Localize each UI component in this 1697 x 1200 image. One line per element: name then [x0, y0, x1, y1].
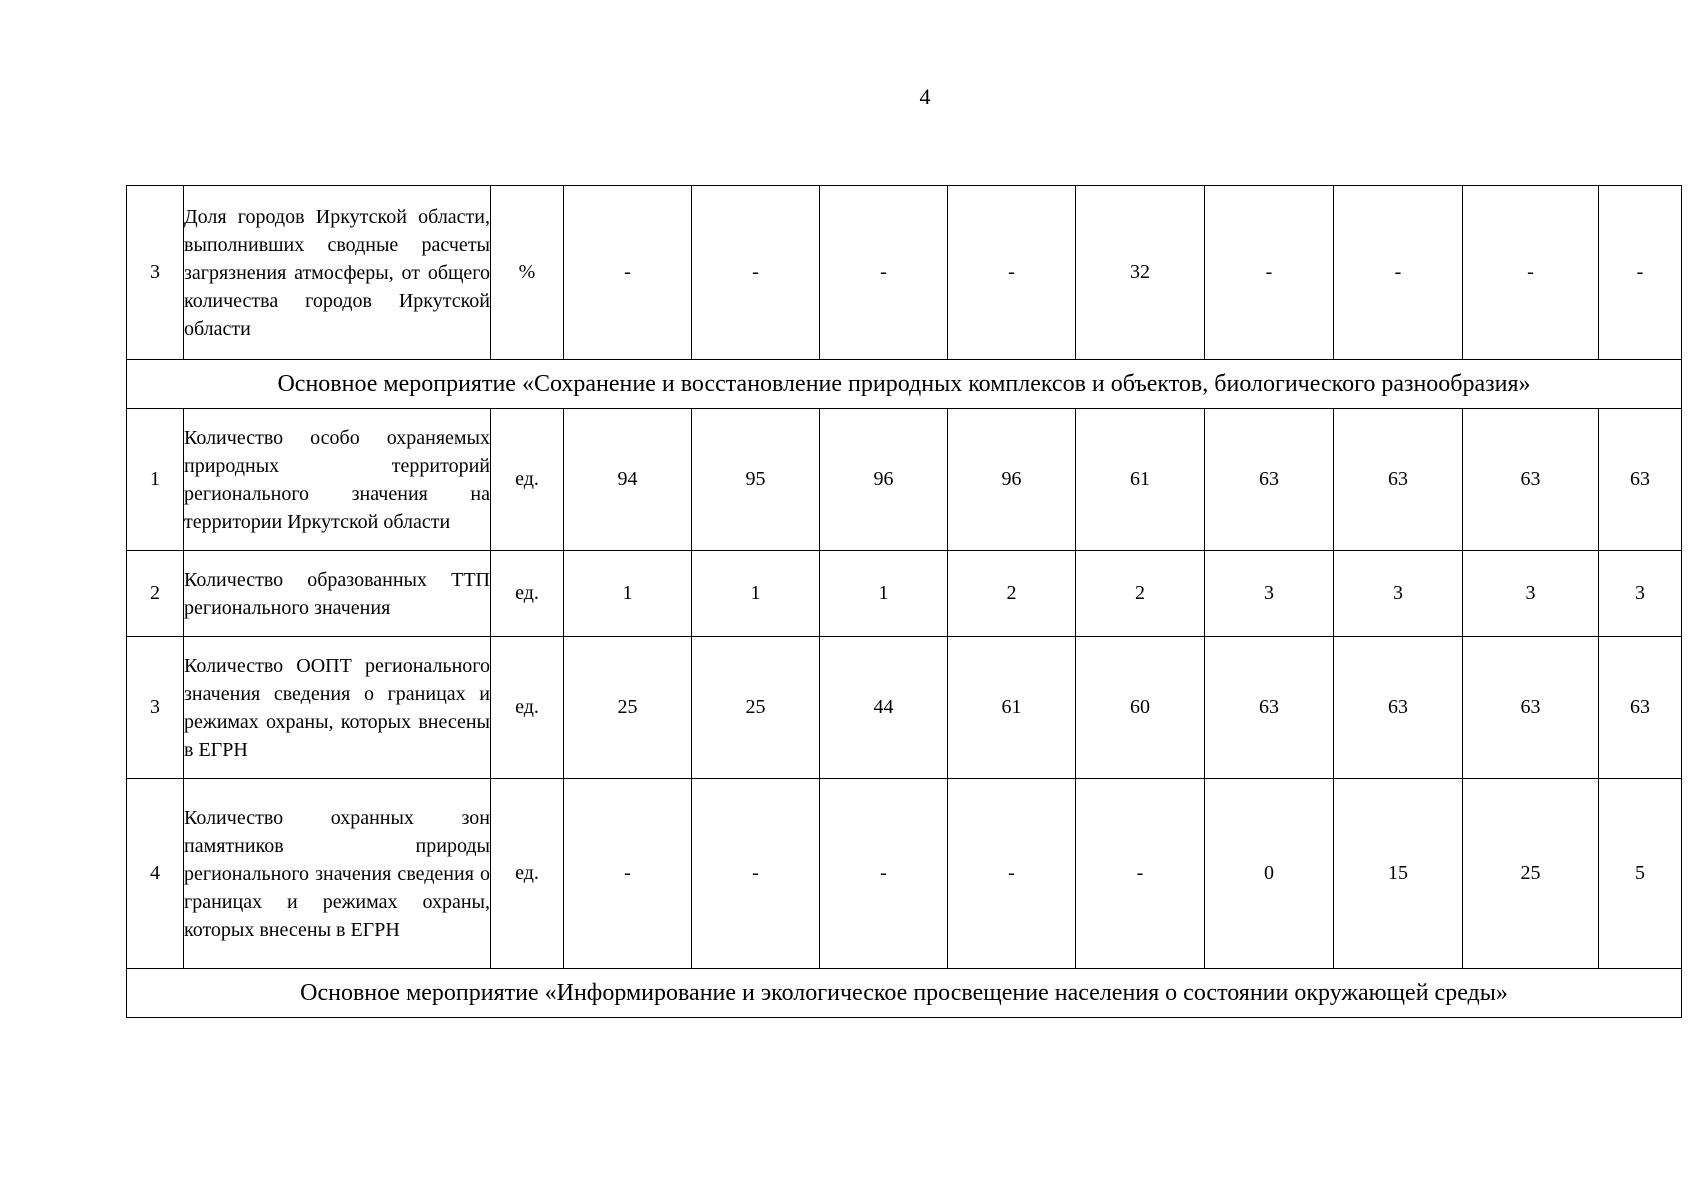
section-title: Основное мероприятие «Информирование и экологическое просвещение населения о состоянии окружающей среды»	[127, 969, 1682, 1018]
section-header-row	[127, 360, 1682, 409]
value-cell: 61	[1076, 409, 1205, 551]
value-cell: 63	[1463, 409, 1599, 551]
value-cell: -	[1599, 186, 1682, 360]
value-cell: 25	[692, 637, 820, 779]
table-row	[127, 779, 1682, 969]
unit-cell: ед.	[491, 779, 564, 969]
value-cell: 60	[1076, 637, 1205, 779]
value-cell: 96	[820, 409, 948, 551]
value-cell: 5	[1599, 779, 1682, 969]
row-number: 1	[127, 409, 184, 551]
value-cell: -	[564, 186, 692, 360]
value-cell: 25	[564, 637, 692, 779]
row-number: 3	[127, 637, 184, 779]
table-row	[127, 551, 1682, 637]
table-row	[127, 637, 1682, 779]
unit-cell: ед.	[491, 551, 564, 637]
value-cell: 63	[1205, 637, 1334, 779]
value-cell: -	[1076, 779, 1205, 969]
value-cell: 2	[948, 551, 1076, 637]
value-cell: 1	[692, 551, 820, 637]
value-cell: -	[820, 779, 948, 969]
value-cell: 1	[564, 551, 692, 637]
value-cell: -	[692, 779, 820, 969]
value-cell: -	[692, 186, 820, 360]
value-cell: 61	[948, 637, 1076, 779]
value-cell: 94	[564, 409, 692, 551]
value-cell: 3	[1205, 551, 1334, 637]
unit-cell: ед.	[491, 637, 564, 779]
value-cell: 95	[692, 409, 820, 551]
table-row	[127, 409, 1682, 551]
value-cell: 32	[1076, 186, 1205, 360]
value-cell: 63	[1463, 637, 1599, 779]
indicator-name: Количество особо охраняемых природных территорий регионального значения на территории Иркутской области	[184, 409, 491, 551]
unit-cell: ед.	[491, 409, 564, 551]
section-title: Основное мероприятие «Сохранение и восстановление природных комплексов и объектов, биологического разнообразия»	[127, 360, 1682, 409]
value-cell: 63	[1599, 409, 1682, 551]
indicators-table	[126, 185, 1682, 1018]
value-cell: 63	[1334, 637, 1463, 779]
value-cell: -	[948, 779, 1076, 969]
value-cell: 3	[1599, 551, 1682, 637]
indicator-name: Количество образованных ТТП регионального значения	[184, 551, 491, 637]
value-cell: 25	[1463, 779, 1599, 969]
value-cell: -	[1463, 186, 1599, 360]
indicator-name: Доля городов Иркутской области, выполнивших сводные расчеты загрязнения атмосферы, от общего количества городов Иркутской области	[184, 186, 491, 360]
value-cell: -	[948, 186, 1076, 360]
row-number: 4	[127, 779, 184, 969]
value-cell: 63	[1334, 409, 1463, 551]
row-number: 2	[127, 551, 184, 637]
section-header-row	[127, 969, 1682, 1018]
value-cell: -	[1334, 186, 1463, 360]
table-body	[127, 186, 1682, 1018]
value-cell: 1	[820, 551, 948, 637]
value-cell: -	[564, 779, 692, 969]
indicator-name: Количество ООПТ регионального значения сведения о границах и режимах охраны, которых внесены в ЕГРН	[184, 637, 491, 779]
value-cell: -	[820, 186, 948, 360]
value-cell: 96	[948, 409, 1076, 551]
value-cell: 63	[1205, 409, 1334, 551]
value-cell: 15	[1334, 779, 1463, 969]
unit-cell: %	[491, 186, 564, 360]
value-cell: 44	[820, 637, 948, 779]
value-cell: 3	[1463, 551, 1599, 637]
value-cell: -	[1205, 186, 1334, 360]
value-cell: 3	[1334, 551, 1463, 637]
row-number: 3	[127, 186, 184, 360]
value-cell: 0	[1205, 779, 1334, 969]
table-row	[127, 186, 1682, 360]
value-cell: 63	[1599, 637, 1682, 779]
value-cell: 2	[1076, 551, 1205, 637]
page-number: 4	[919, 84, 931, 109]
indicator-name: Количество охранных зон памятников природы регионального значения сведения о границах и режимах охраны, которых внесены в ЕГРН	[184, 779, 491, 969]
